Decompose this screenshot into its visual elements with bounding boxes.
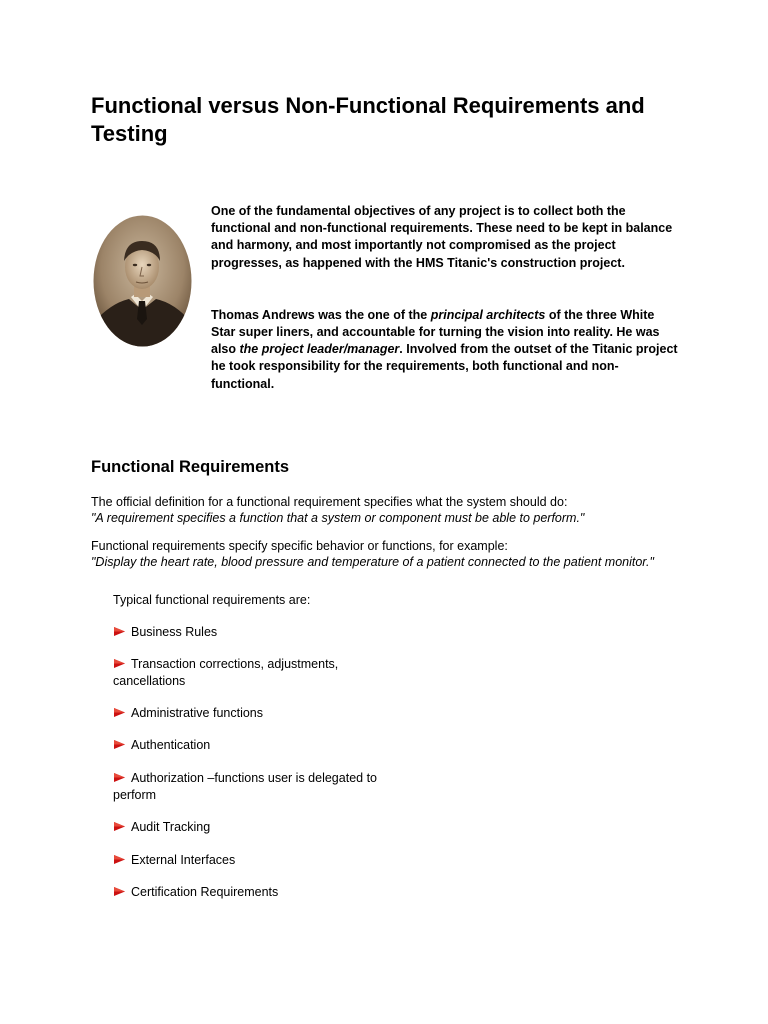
intro-emphasis-project-leader: the project leader/manager [239,342,400,357]
definition-text: The official definition for a functional requirement specifies what the system should do: [91,495,568,509]
list-item-label: Authorization –functions user is delegated to perform [113,771,377,802]
intro-paragraph-2-part-2: of the three White Star super liners, and accountable for turning the vision into reality. He was also [211,307,660,357]
page-title: Functional versus Non-Functional Requirements and Testing [91,93,645,146]
intro-paragraph-2-part-3: . Involved from the outset of the Titanic project he took responsibility for the requirements, both functional and non-functional. [211,342,678,391]
intro-text [211,203,681,393]
list-item-label: Transaction corrections, adjustments, cancellations [113,657,339,688]
red-arrow-bullet-icon [113,739,126,750]
example-quote: "Display the heart rate, blood pressure and temperature of a patient connected to the patient monitor." [91,555,654,569]
list-item [113,819,403,836]
red-arrow-bullet-icon [113,886,126,897]
intro-emphasis-principal-architects: principal architects [430,307,546,322]
definition-quote: "A requirement specifies a function that a system or component must be able to perform." [91,511,585,525]
red-arrow-bullet-icon [113,658,126,669]
list-item [113,884,403,901]
red-arrow-bullet-icon [113,707,126,718]
list-item [113,737,403,754]
list-item [113,705,403,722]
intro-paragraph-2-part-1: Thomas Andrews was the one of the [211,307,431,322]
list-item-label: Authentication [131,738,211,752]
red-arrow-bullet-icon [113,772,126,783]
example-block [91,538,691,570]
portrait-image [93,215,192,347]
list-item-label: Business Rules [131,625,218,639]
list-item-label: External Interfaces [131,853,236,867]
definition-block [91,494,691,526]
intro-paragraph-1: One of the fundamental objectives of any project is to collect both the functional and non-functional requirements. These need to be kept in balance and harmony, and most importantly not compromised as the project progresses, as happened with the HMS Titanic's construction project. [211,204,673,270]
thomas-andrews-portrait [93,215,192,347]
section-heading-functional: Functional Requirements [91,458,290,476]
requirements-list-intro: Typical functional requirements are: [113,593,311,607]
red-arrow-bullet-icon [113,854,126,865]
list-item [113,656,403,689]
list-item [113,770,403,803]
list-item [113,852,403,869]
list-item-label: Administrative functions [131,706,264,720]
red-arrow-bullet-icon [113,821,126,832]
example-text: Functional requirements specify specific behavior or functions, for example: [91,539,508,553]
intro-paragraph-2 [211,307,681,393]
red-arrow-bullet-icon [113,626,126,637]
list-item-label: Audit Tracking [131,820,211,834]
list-item-label: Certification Requirements [131,885,279,899]
list-item [113,624,403,641]
